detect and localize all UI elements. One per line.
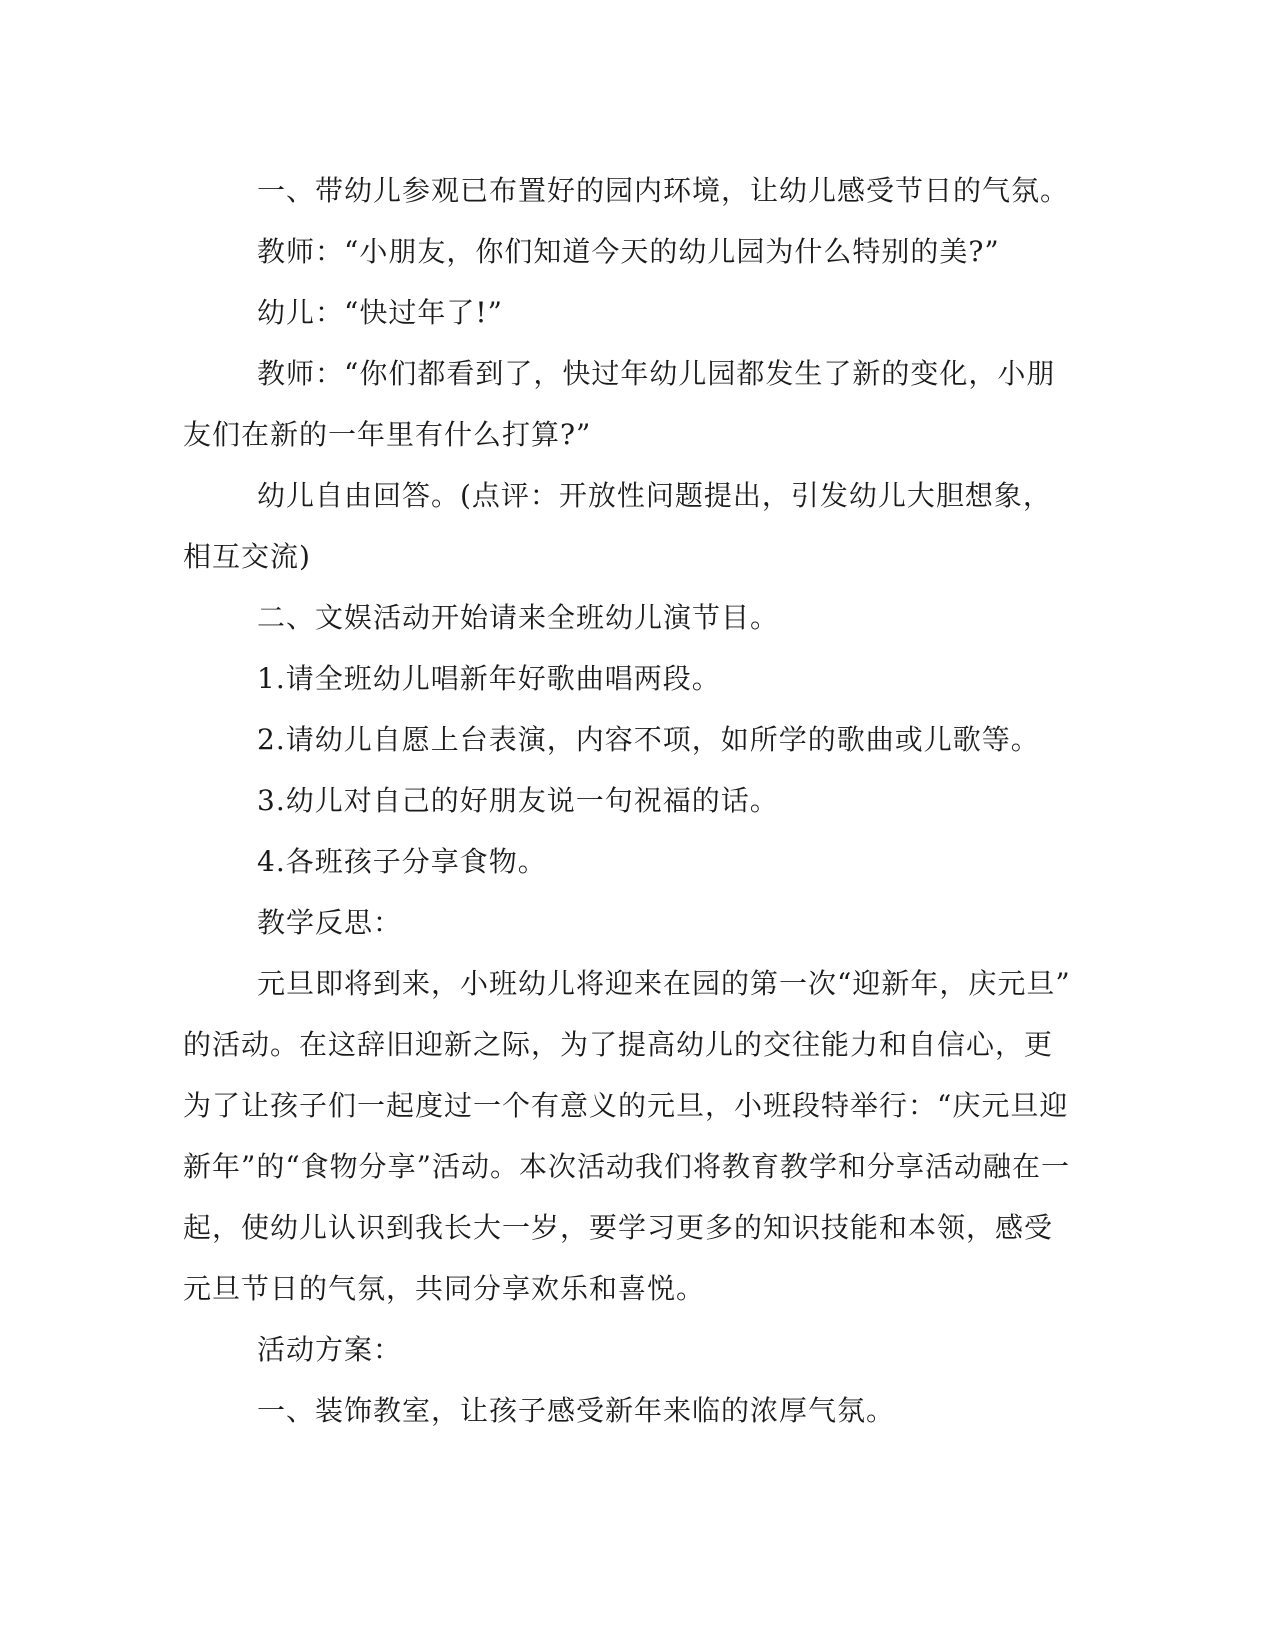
text-line: 活动方案：: [257, 1333, 403, 1366]
text-line: 起，使幼儿认识到我长大一岁，要学习更多的知识技能和本领，感受: [183, 1211, 1054, 1244]
text-line: 元旦即将到来，小班幼儿将迎来在园的第一次“迎新年，庆元旦”: [257, 967, 1071, 1000]
text-line: 一、装饰教室，让孩子感受新年来临的浓厚气氛。: [257, 1394, 896, 1427]
text-line: 教师：“你们都看到了，快过年幼儿园都发生了新的变化，小朋: [257, 357, 1056, 390]
text-line: 为了让孩子们一起度过一个有意义的元旦，小班段特举行：“庆元旦迎: [183, 1089, 1069, 1122]
text-line: 新年”的“食物分享”活动。本次活动我们将教育教学和分享活动融在一: [183, 1150, 1070, 1183]
text-line: 二、文娱活动开始请来全班幼儿演节目。: [257, 601, 780, 634]
text-line: 幼儿自由回答。(点评：开放性问题提出，引发幼儿大胆想象，: [257, 479, 1052, 512]
text-line: 3.幼儿对自己的好朋友说一句祝福的话。: [257, 784, 779, 817]
text-line: 教师：“小朋友，你们知道今天的幼儿园为什么特别的美?”: [257, 235, 1000, 268]
document-body: [183, 160, 1071, 1441]
text-line: 一、带幼儿参观已布置好的园内环境，让幼儿感受节日的气氛。: [257, 174, 1070, 207]
text-line: 友们在新的一年里有什么打算?”: [183, 418, 592, 451]
text-line: 4.各班孩子分享食物。: [257, 845, 547, 878]
text-line: 元旦节日的气氛，共同分享欢乐和喜悦。: [183, 1272, 706, 1305]
text-line: 1.请全班幼儿唱新年好歌曲唱两段。: [257, 662, 721, 695]
text-line: 教学反思：: [257, 906, 403, 939]
text-line: 的活动。在这辞旧迎新之际，为了提高幼儿的交往能力和自信心，更: [183, 1028, 1054, 1061]
text-line: 相互交流): [183, 540, 311, 573]
text-line: 幼儿：“快过年了!”: [257, 296, 503, 329]
text-line: 2.请幼儿自愿上台表演，内容不项，如所学的歌曲或儿歌等。: [257, 723, 1040, 756]
